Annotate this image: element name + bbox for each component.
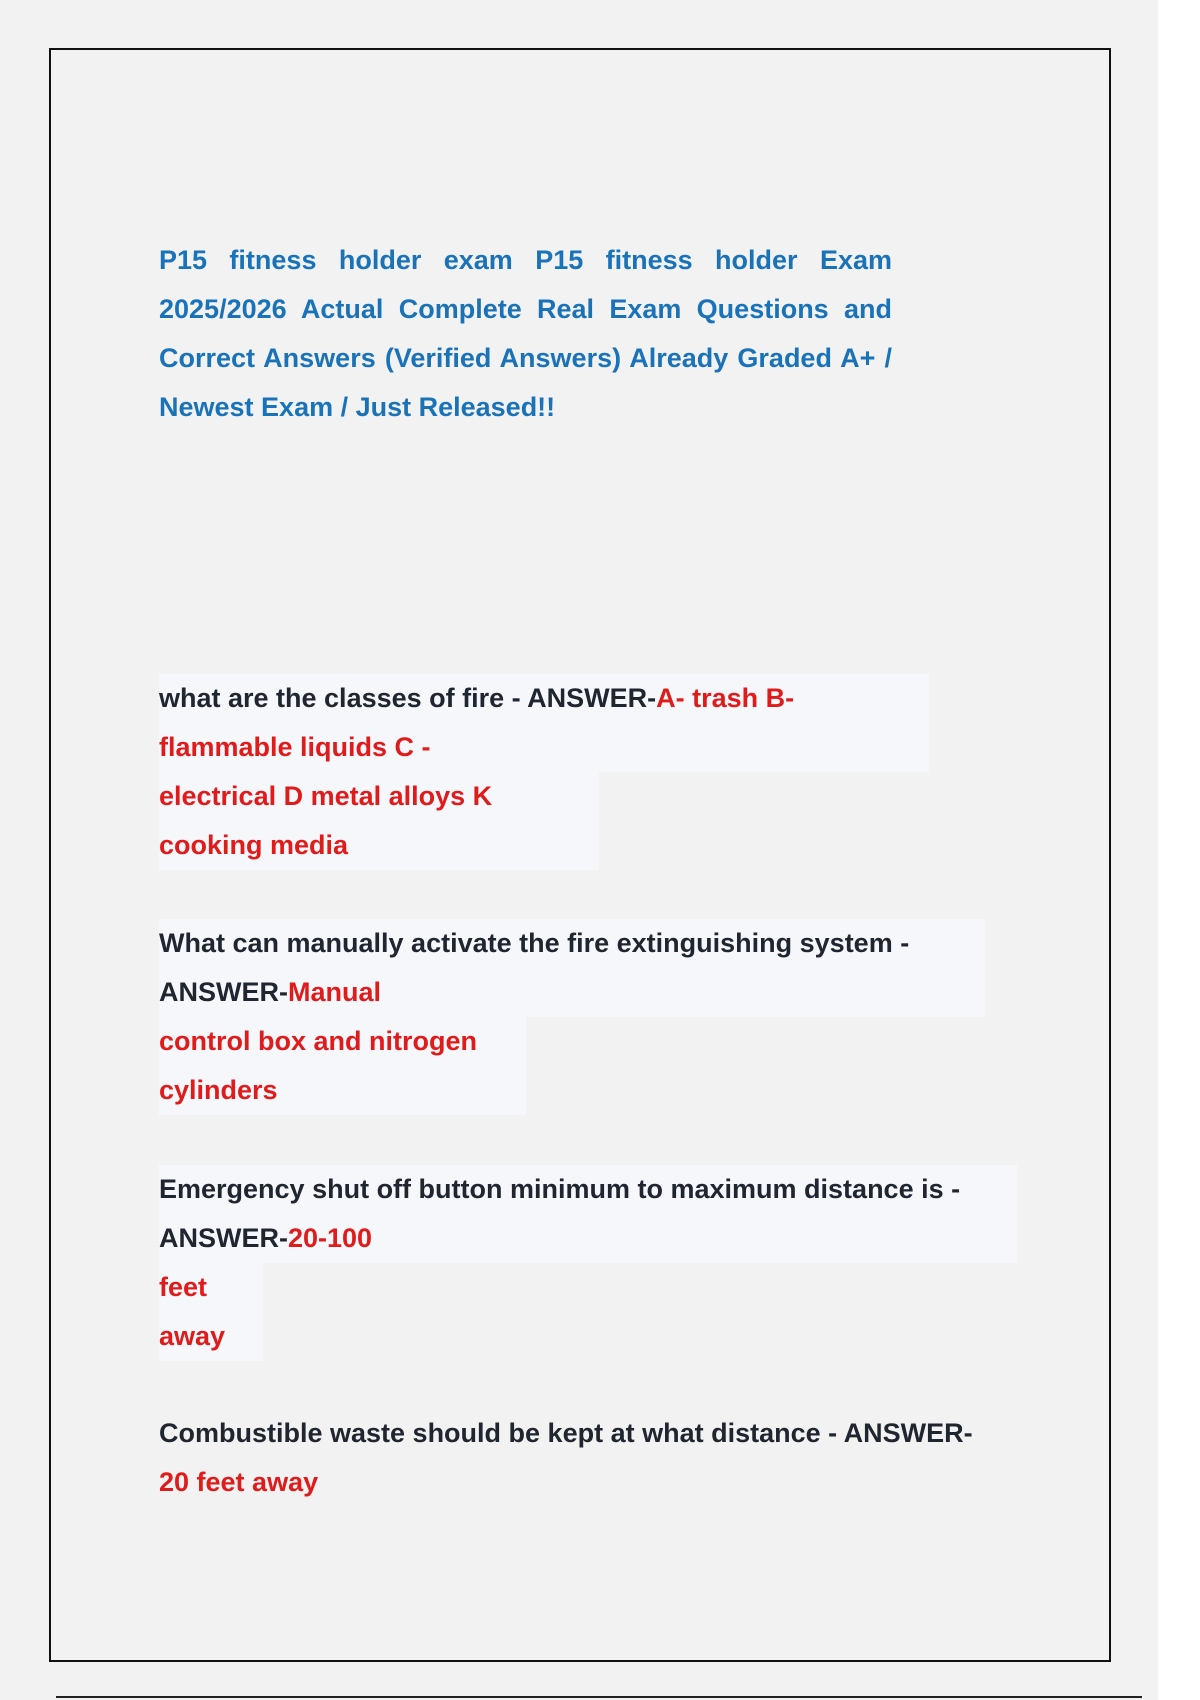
answer-text: electrical D metal alloys K — [159, 781, 493, 811]
answer-text: away — [159, 1321, 226, 1351]
qa-item-4 — [159, 1409, 973, 1507]
answer-text: control box and nitrogen — [159, 1026, 477, 1056]
qa-item-3 — [159, 1165, 1017, 1361]
question-text: Emergency shut off button minimum to maximum distance is - — [159, 1174, 961, 1204]
qa-item-4-block — [159, 1409, 973, 1507]
answer-prefix: ANSWER- — [527, 683, 657, 713]
answer-text: feet — [159, 1272, 208, 1302]
question-text: what are the classes of fire - — [159, 683, 528, 713]
answer-text: Manual — [288, 977, 382, 1007]
qa-item-2-block-b — [159, 1017, 526, 1115]
answer-text: 20 feet away — [159, 1467, 319, 1497]
qa-item-2-block-a — [159, 919, 985, 1017]
answer-text: A- trash B- — [656, 683, 795, 713]
qa-item-3-block-a — [159, 1165, 1017, 1263]
qa-item-2 — [159, 919, 985, 1115]
answer-prefix: ANSWER- — [159, 1223, 288, 1253]
answer-text: 20-100 — [288, 1223, 373, 1253]
qa-item-1 — [159, 674, 929, 870]
document-page — [49, 48, 1111, 1662]
next-page-edge — [56, 1696, 1142, 1698]
viewer-right-margin — [1158, 0, 1200, 1700]
answer-text: cylinders — [159, 1075, 278, 1105]
answer-text: cooking media — [159, 830, 349, 860]
answer-text: flammable liquids C - — [159, 732, 431, 762]
document-title: P15 fitness holder exam P15 fitness holder Exam 2025/2026 Actual Complete Real Exam Questions and Correct Answers (Verified Answers) Already Graded A+ / Newest Exam / Just Released!! — [159, 245, 892, 422]
question-text: Combustible waste should be kept at what distance - — [159, 1418, 844, 1448]
answer-prefix: ANSWER- — [159, 977, 288, 1007]
question-text: What can manually activate the fire extinguishing system - — [159, 928, 910, 958]
qa-item-1-block-b — [159, 772, 599, 870]
answer-prefix: ANSWER- — [843, 1418, 973, 1448]
qa-item-3-block-b — [159, 1263, 263, 1361]
qa-item-1-block-a — [159, 674, 929, 772]
